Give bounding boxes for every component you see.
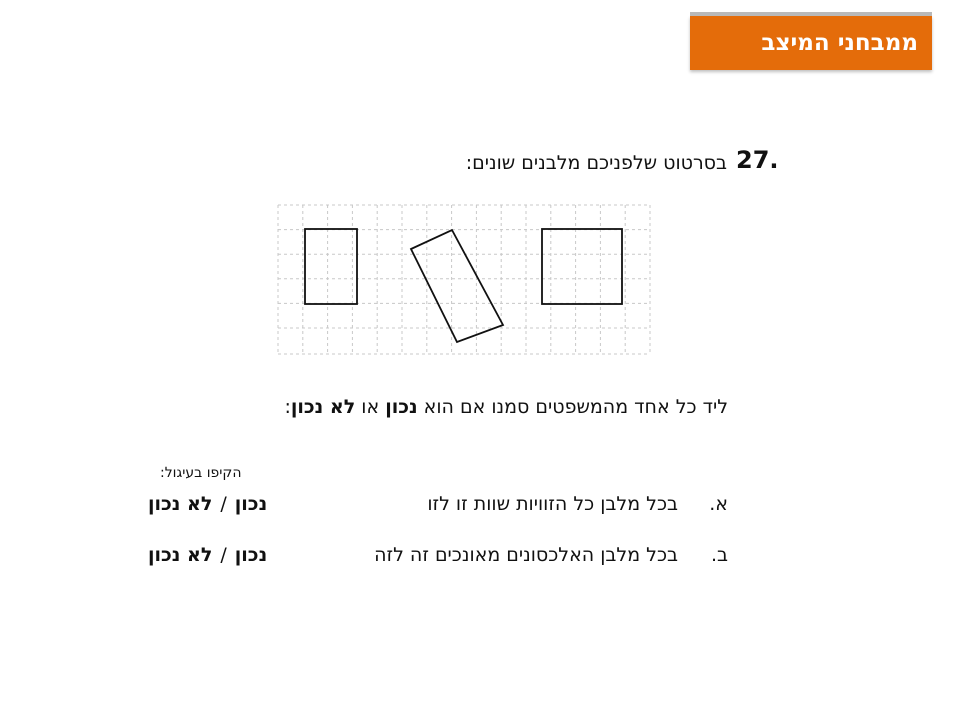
true-option[interactable]: נכון xyxy=(234,544,268,566)
instruction-suffix: : xyxy=(284,396,291,418)
banner-title: ממבחני המיצב xyxy=(761,30,918,56)
instruction-prefix: ליד כל אחד מהמשפטים סמנו אם הוא xyxy=(417,396,728,418)
header-banner xyxy=(690,16,932,70)
item-letter: א. xyxy=(709,493,728,515)
item-b-statement: בכל מלבן האלכסונים מאונכים זה לזה xyxy=(374,544,678,566)
choice-separator: / xyxy=(220,544,227,566)
item-b-choice xyxy=(148,544,267,566)
choice-separator: / xyxy=(220,493,227,515)
false-option[interactable]: לא נכון xyxy=(148,493,213,515)
false-option[interactable]: לא נכון xyxy=(148,544,213,566)
rectangle-2-tilted xyxy=(411,230,503,342)
rectangles-diagram xyxy=(275,202,653,358)
instruction-true-word: נכון xyxy=(385,396,418,418)
rectangle-3 xyxy=(542,229,622,304)
item-a-choice xyxy=(148,493,267,515)
item-a-statement: בכל מלבן כל הזוויות שוות זו לזו xyxy=(427,493,678,515)
item-b-letter-box xyxy=(700,544,728,570)
item-letter: ב. xyxy=(710,544,728,566)
rectangle-1 xyxy=(305,229,357,304)
instruction-false-word: לא נכון xyxy=(290,396,356,418)
question-number: 27. xyxy=(736,146,779,174)
circle-note: הקיפו בעיגול: xyxy=(160,465,242,481)
true-option[interactable]: נכון xyxy=(234,493,268,515)
item-a-letter-box xyxy=(700,493,728,519)
instruction-line xyxy=(284,396,728,418)
dashed-grid xyxy=(278,205,650,354)
instruction-middle: או xyxy=(355,396,386,418)
question-title: בסרטוט שלפניכם מלבנים שונים: xyxy=(465,152,727,174)
